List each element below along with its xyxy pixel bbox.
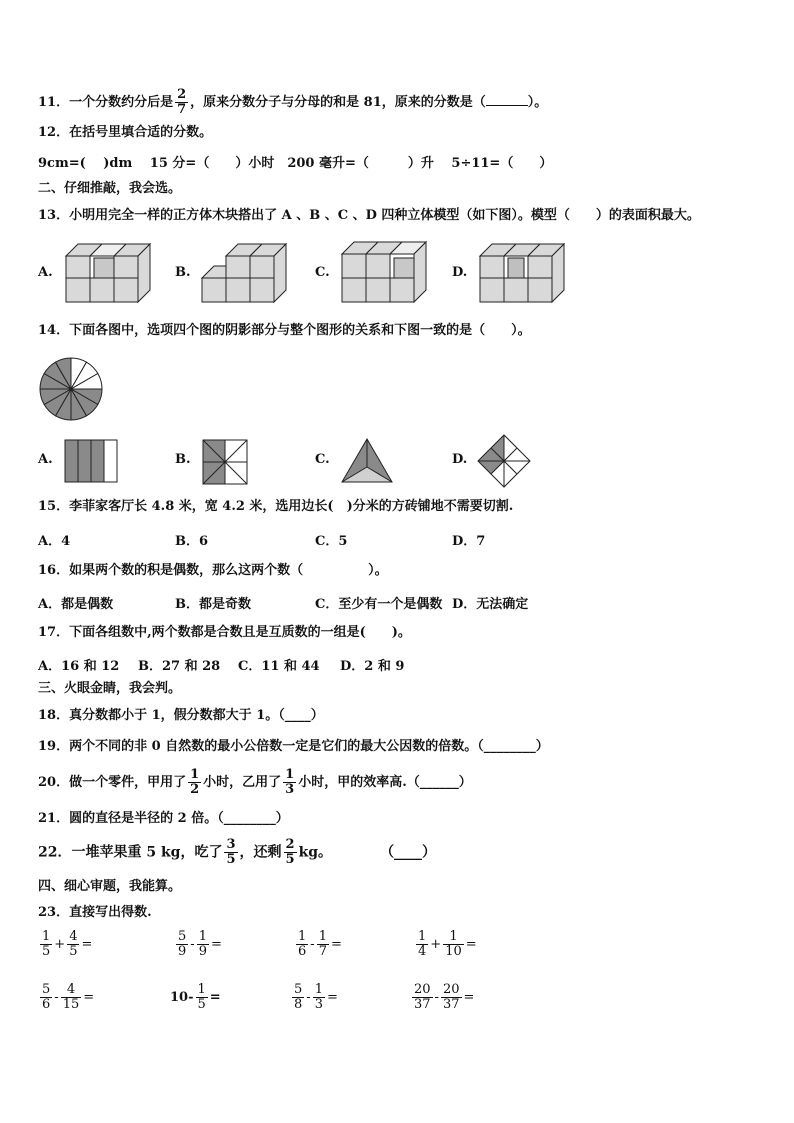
- calc-item: $\frac{1}{5}$ + $\frac{4}{5}$ =: [42, 929, 93, 959]
- q14-text: 14．下面各图中，选项四个图的阴影部分与整个图形的关系和下图一致的是（ ）。: [38, 323, 531, 338]
- q17-option-c[interactable]: C．11 和 44: [238, 659, 320, 674]
- calc-item: 10- $\frac{1}{5}$ =: [170, 982, 221, 1012]
- circle-reference-figure: [38, 356, 104, 422]
- q18-text: 18．真分数都小于 1，假分数都大于 1。（____）: [38, 708, 324, 723]
- calc-item: $\frac{1}{4}$ + $\frac{1}{10}$ =: [418, 929, 477, 959]
- calc-item: $\frac{5}{6}$ - $\frac{4}{15}$ =: [42, 982, 95, 1012]
- q17-option-d[interactable]: D．2 和 9: [340, 659, 405, 674]
- q13-option-d[interactable]: D.: [452, 265, 468, 280]
- q15-option-c[interactable]: C．5: [315, 534, 348, 549]
- q19-text: 19．两个不同的非 0 自然数的最小公倍数一定是它们的最大公因数的倍数。（________）: [38, 739, 549, 754]
- q15-option-a[interactable]: A．4: [38, 534, 71, 549]
- fraction: $\frac{1}{3}$: [285, 767, 295, 797]
- q12-line: 9cm=( )dm 15 分=（ ）小时 200 毫升=（ ）升 5÷11=（ ）: [38, 156, 553, 171]
- q16-option-b[interactable]: B．都是奇数: [175, 597, 251, 612]
- q14-option-a[interactable]: A.: [38, 452, 53, 467]
- q15-option-d[interactable]: D．7: [452, 534, 486, 549]
- q14-option-c[interactable]: C.: [315, 452, 330, 467]
- q17-option-a[interactable]: A．16 和 12: [38, 659, 120, 674]
- section-2-heading: 二、仔细推敲，我会选。: [38, 181, 182, 196]
- q12-title: 12．在括号里填合适的分数。: [38, 125, 213, 140]
- q14-option-d[interactable]: D.: [452, 452, 468, 467]
- section-4-heading: 四、细心审题，我能算。: [38, 879, 182, 894]
- q13-option-a[interactable]: A.: [38, 265, 53, 280]
- diamond-figure-d: [476, 434, 532, 488]
- q15-text: 15．李菲家客厅长 4.8 米，宽 4.2 米，选用边长( )分米的方砖铺地不需要切割.: [38, 499, 514, 514]
- cube-model-b: [200, 240, 300, 306]
- q11: 11．一个分数约分后是 $\frac{2}{7}$ ，原来分数分子与分母的和是 81，原来的分数是（ ）。: [38, 87, 548, 117]
- q16-option-d[interactable]: D．无法确定: [452, 597, 529, 612]
- q17-text: 17．下面各组数中,两个数都是合数且是互质数的一组是( )。: [38, 625, 411, 640]
- fraction: $\frac{2}{5}$: [285, 837, 295, 867]
- q16-option-a[interactable]: A．都是偶数: [38, 597, 114, 612]
- rectangle-figure-a: [64, 439, 120, 483]
- cube-model-d: [478, 240, 570, 306]
- q13-text: 13．小明用完全一样的正方体木块搭出了 A 、B 、C 、D 四种立体模型（如下图）。模型（ ）的表面积最大。: [38, 208, 700, 223]
- calc-item: $\frac{5}{9}$ - $\frac{1}{9}$ =: [178, 929, 222, 959]
- fraction: $\frac{3}{5}$: [226, 837, 236, 867]
- calc-item: $\frac{1}{6}$ - $\frac{1}{7}$ =: [298, 929, 342, 959]
- calc-item: $\frac{20}{37}$ - $\frac{20}{37}$ =: [414, 982, 475, 1012]
- section-3-heading: 三、火眼金睛，我会判。: [38, 681, 182, 696]
- fraction: $\frac{2}{7}$: [177, 87, 187, 117]
- q21-text: 21．圆的直径是半径的 2 倍。（________）: [38, 811, 289, 826]
- q16-text: 16．如果两个数的积是偶数，那么这两个数（ ）。: [38, 563, 388, 578]
- q17-option-b[interactable]: B．27 和 28: [138, 659, 221, 674]
- q23-title: 23．直接写出得数.: [38, 905, 152, 920]
- q16-option-c[interactable]: C．至少有一个是偶数: [315, 597, 443, 612]
- fraction: $\frac{1}{2}$: [190, 767, 200, 797]
- q13-option-c[interactable]: C.: [315, 265, 330, 280]
- q15-option-b[interactable]: B．6: [175, 534, 209, 549]
- q22: 22．一堆苹果重 5 kg，吃了 $\frac{3}{5}$ ，还剩 $\frac{2}{5}$ kg。 （____）: [38, 837, 437, 867]
- calc-item: $\frac{5}{8}$ - $\frac{1}{3}$ =: [294, 982, 338, 1012]
- q14-option-b[interactable]: B.: [175, 452, 191, 467]
- cube-model-c: [340, 240, 432, 306]
- square-figure-b: [202, 439, 248, 485]
- q13-option-b[interactable]: B.: [175, 265, 191, 280]
- answer-blank[interactable]: [486, 105, 528, 106]
- cube-model-a: [64, 240, 154, 306]
- q20: 20．做一个零件，甲用了 $\frac{1}{2}$ 小时，乙用了 $\frac{1}{3}$ 小时，甲的效率高.（______）: [38, 767, 472, 797]
- triangle-figure-c: [340, 437, 394, 485]
